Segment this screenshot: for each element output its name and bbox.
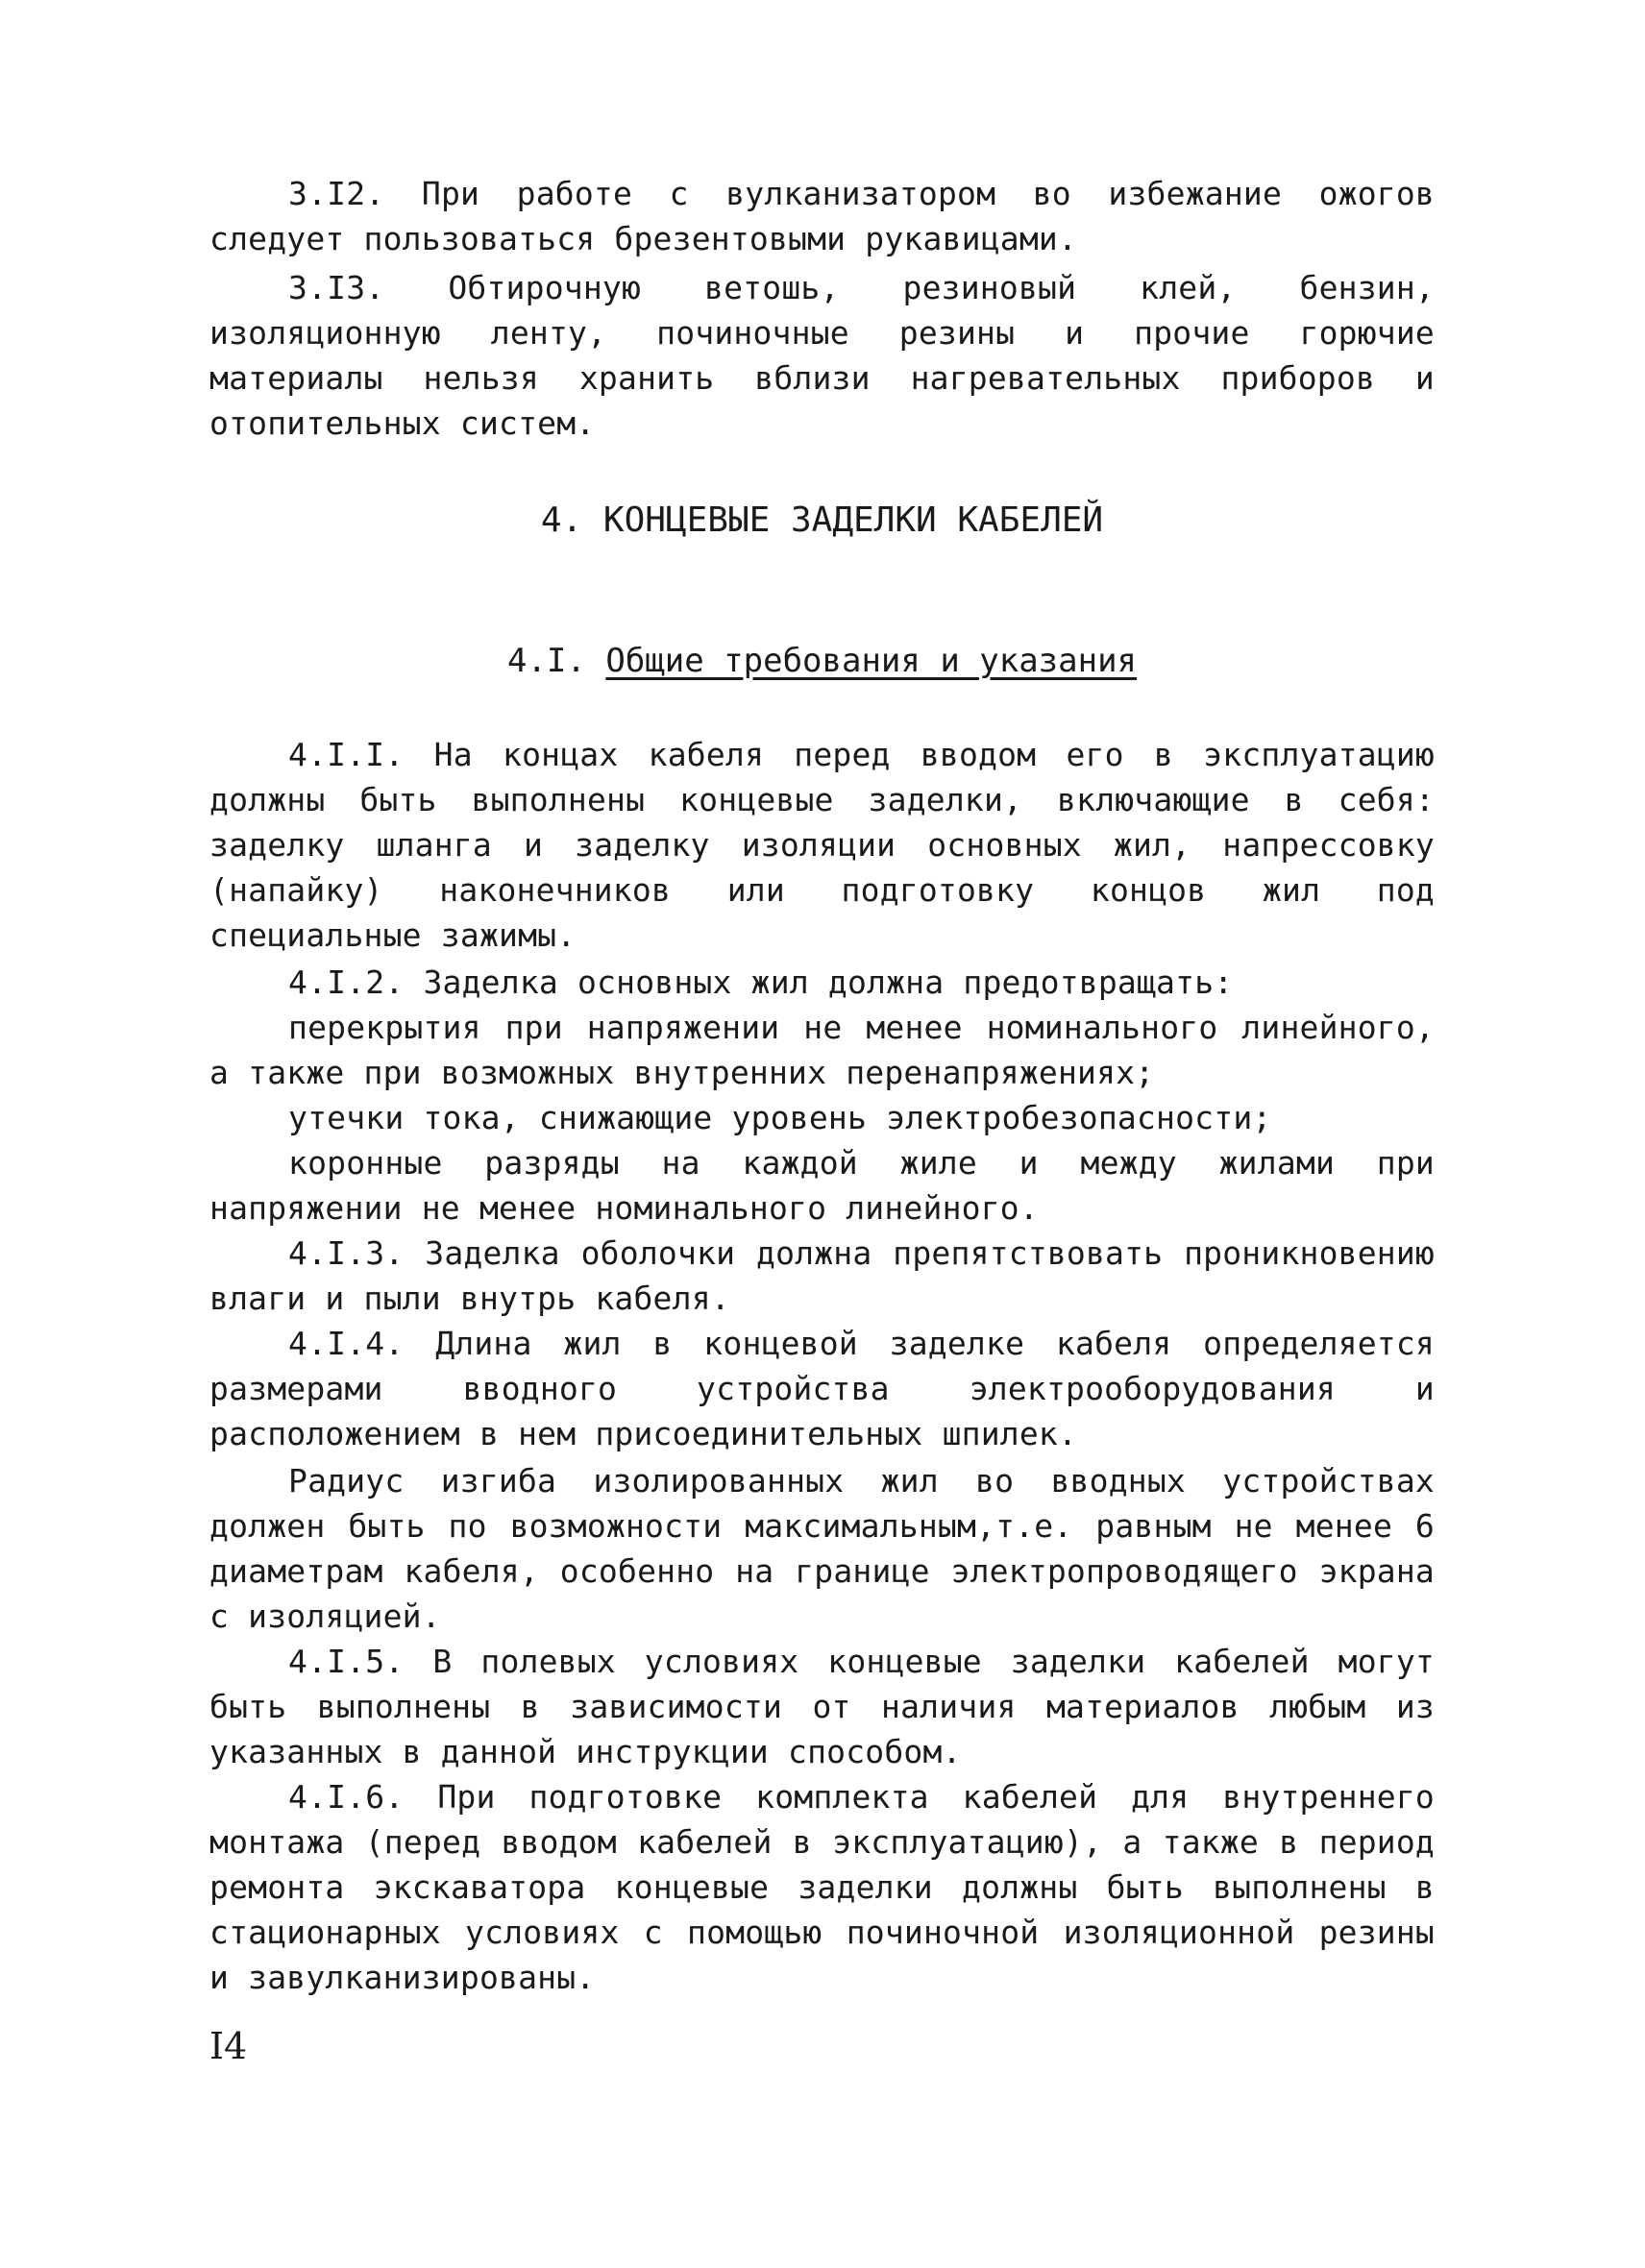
paragraph-number: 4.I.6. [288, 1778, 405, 1816]
paragraph-text: На концах кабеля перед вводом его в эксплуатацию должны быть выполнены концевые заделки, включающие в себя: заделку шланга и заделку изоляции основных жил, напрессовку (напайку) наконечников или подготовку концов жил под специальные зажимы. [209, 736, 1435, 954]
paragraph-4-1-3 [209, 1231, 1435, 1321]
paragraph-number: 4.I.4. [288, 1325, 405, 1362]
paragraph-number: 3.I3. [288, 269, 385, 306]
paragraph-text: В полевых условиях концевые заделки кабелей могут быть выполнены в зависимости от наличия материалов любым из указанных в данной инструкции способом. [209, 1643, 1435, 1770]
paragraph-text: Заделка оболочки должна препятствовать проникновению влаги и пыли внутрь кабеля. [209, 1234, 1435, 1317]
paragraph-text: Обтирочную ветошь, резиновый клей, бензин, изоляционную ленту, починочные резины и прочие горючие материалы нельзя хранить вблизи нагревательных приборов и отопительных систем. [209, 269, 1435, 442]
paragraph-text: Заделка основных жил должна предотвращать: [423, 963, 1234, 1001]
paragraph-number: 3.I2. [288, 175, 385, 212]
paragraph-4-1-4 [209, 1321, 1435, 1456]
subsection-title: Общие требования и указания [605, 642, 1138, 680]
paragraph-number: 4.I.5. [288, 1643, 405, 1680]
page-number: I4 [209, 2025, 248, 2067]
section-title: 4. КОНЦЕВЫЕ ЗАДЕЛКИ КАБЕЛЕЙ [540, 500, 1104, 540]
paragraph-4-1-1 [209, 732, 1435, 958]
subsection-heading [209, 638, 1435, 684]
paragraph-4-1-6 [209, 1774, 1435, 2000]
subsection-number: 4.I. [506, 642, 586, 680]
list-item-overlap: перекрытия при напряжении не менее номинального линейного, а также при возможных внутренних перенапряжениях; [209, 1009, 1435, 1091]
paragraph-4-1-2 [209, 960, 1435, 1005]
paragraph-3-12 [209, 171, 1435, 261]
paragraph-4-1-5 [209, 1639, 1435, 1774]
list-item-corona: коронные разряды на каждой жиле и между жилами при напряжении не менее номинального линейного. [209, 1144, 1435, 1227]
paragraph-text: При работе с вулканизатором во избежание ожогов следует пользоваться брезентовыми рукавицами. [209, 175, 1435, 257]
paragraph-number: 4.I.I. [288, 736, 405, 773]
paragraph-bend-radius: Радиус изгиба изолированных жил во вводных устройствах должен быть по возможности максимальным,т.е. равным не менее 6 диаметрам кабеля, особенно на границе электропроводящего экрана с изоляцией. [209, 1462, 1435, 1635]
paragraph-text: При подготовке комплекта кабелей для внутреннего монтажа (перед вводом кабелей в эксплуатацию), а также в период ремонта экскаватора концевые заделки должны быть выполнены в стационарных условиях с помощью починочной изоляционной резины и завулканизированы. [209, 1778, 1435, 1996]
paragraph-text: Длина жил в концевой заделке кабеля определяется размерами вводного устройства электрооборудования и расположением в нем присоединительных шпилек. [209, 1325, 1435, 1452]
paragraph-number: 4.I.2. [288, 963, 405, 1001]
paragraph-number: 4.I.3. [288, 1234, 405, 1272]
section-4-text [209, 732, 1435, 2000]
paragraph-3-13 [209, 265, 1435, 446]
section-3-text [209, 171, 1435, 446]
list-item-leakage: утечки тока, снижающие уровень электробезопасности; [288, 1099, 1272, 1136]
